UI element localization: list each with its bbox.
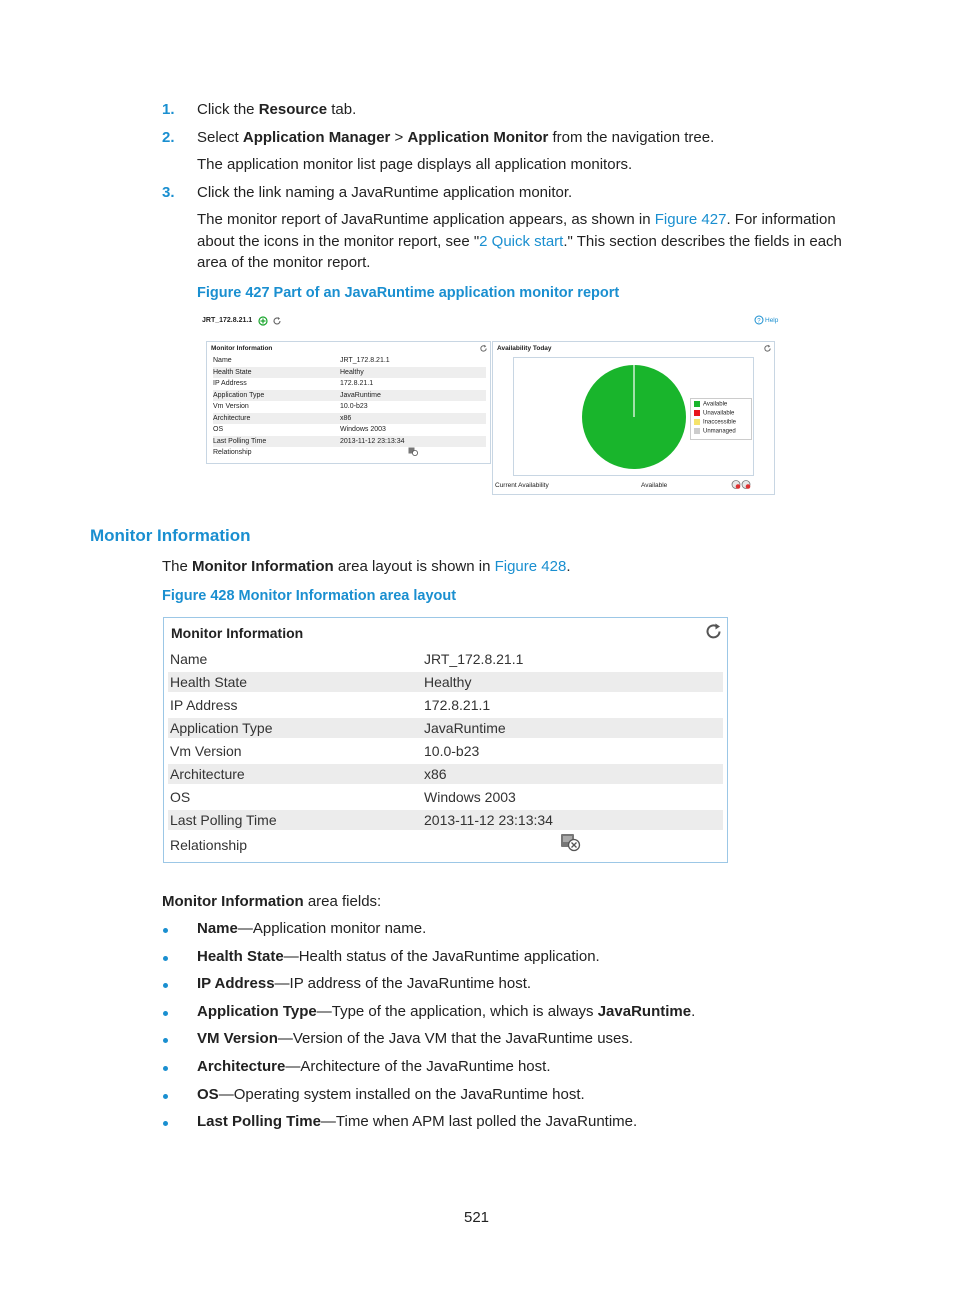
refresh-icon[interactable] (272, 316, 282, 326)
bullet-icon (163, 956, 168, 961)
field-bold-value: JavaRuntime (597, 1003, 692, 1020)
figure-427-link[interactable]: Figure 427 (654, 211, 727, 228)
legend-label: Unavailable (703, 410, 735, 417)
info-row (168, 695, 723, 715)
mini-row-value: x86 (340, 414, 352, 422)
quick-start-link[interactable]: 2 Quick start (479, 233, 564, 250)
refresh-icon[interactable] (479, 344, 488, 353)
info-row (168, 787, 723, 807)
help-icon[interactable] (754, 315, 764, 325)
info-row (168, 835, 723, 855)
field-description: —Time when APM last polled the JavaRuntime. (320, 1113, 638, 1130)
legend-swatch (694, 419, 700, 425)
monitor-information-panel (163, 617, 728, 863)
field-description: —Type of the application, which is always (316, 1003, 598, 1020)
info-row-value: 10.0-b23 (424, 743, 480, 759)
field-name: OS (197, 1086, 219, 1103)
info-row (168, 649, 723, 669)
field-name: Last Polling Time (197, 1113, 321, 1130)
section-intro (162, 558, 570, 575)
field-name: Health State (197, 948, 284, 965)
availability-pie-chart (581, 364, 687, 470)
mini-row (213, 390, 486, 401)
info-row-label: Name (170, 651, 208, 667)
field-item (197, 948, 600, 965)
mini-panel-title: Monitor Information (211, 345, 273, 352)
field-description: —Application monitor name. (237, 920, 427, 937)
step-text: Click the (197, 101, 259, 118)
info-row-label: Application Type (170, 720, 273, 736)
field-item (197, 920, 426, 937)
figure-428-caption: Figure 428 Monitor Information area layout (162, 588, 457, 604)
field-name: VM Version (197, 1030, 278, 1047)
legend-label: Unmanaged (703, 428, 736, 435)
info-row-label: Health State (170, 674, 248, 690)
mini-row (213, 447, 486, 458)
mini-row-value: 172.8.21.1 (340, 380, 374, 387)
field-item (197, 1003, 695, 1020)
step-number: 3. (162, 184, 175, 201)
info-row-value: Healthy (424, 674, 472, 690)
info-row-label: Vm Version (170, 743, 242, 759)
current-availability-value: Available (641, 482, 668, 489)
info-row-label: Relationship (170, 837, 248, 853)
para-line-1 (197, 211, 836, 228)
figure-427-screenshot (200, 312, 782, 498)
legend-item (694, 410, 734, 417)
bullet-icon (163, 928, 168, 933)
pie-legend (690, 398, 752, 440)
step-2 (162, 129, 175, 146)
mini-row-value: 2013-11-12 23:13:34 (340, 437, 405, 445)
mini-row-label: Health State (213, 368, 252, 376)
fields-intro-bold: Monitor Information (162, 893, 304, 910)
panel-title: Monitor Information (171, 625, 304, 641)
relationship-icon[interactable] (408, 447, 418, 460)
mini-row-value: JavaRuntime (340, 391, 381, 399)
step-text: > (390, 129, 408, 146)
availability-title: Availability Today (497, 345, 552, 352)
figure-428-link[interactable]: Figure 428 (494, 558, 567, 575)
para-text: . For information (726, 211, 836, 228)
step-1 (162, 101, 175, 118)
info-row-label: Architecture (170, 766, 245, 782)
legend-item (694, 401, 727, 408)
fields-intro-text: area fields: (303, 893, 382, 910)
field-description: —Health status of the JavaRuntime application. (283, 948, 600, 965)
legend-label: Inaccessible (703, 419, 737, 426)
para-text: about the icons in the monitor report, see " (197, 233, 480, 250)
current-availability-label: Current Availability (495, 482, 549, 489)
step-bold: Application Monitor (407, 129, 549, 146)
bullet-icon (163, 983, 168, 988)
help-link[interactable]: Help (765, 317, 779, 324)
step-2-note: The application monitor list page displays all application monitors. (197, 156, 633, 173)
legend-label: Available (703, 401, 728, 408)
monitor-name: JRT_172.8.21.1 (202, 317, 253, 324)
step-3-text: Click the link naming a JavaRuntime application monitor. (197, 184, 573, 201)
info-row (168, 810, 723, 830)
mini-row-label: Application Type (213, 391, 265, 399)
field-name: Application Type (197, 1003, 317, 1020)
intro-text: area layout is shown in (333, 558, 495, 575)
legend-item (694, 419, 736, 426)
mini-row-value: JRT_172.8.21.1 (340, 357, 390, 364)
mini-row-label: Name (213, 357, 232, 364)
step-number: 1. (162, 101, 175, 118)
mini-monitor-information-panel (206, 341, 491, 464)
bullet-icon (163, 1038, 168, 1043)
bullet-icon (163, 1094, 168, 1099)
add-icon[interactable] (258, 316, 268, 326)
mini-row-value: 10.0-b23 (340, 403, 368, 410)
step-text: Select (197, 129, 243, 146)
para-text: ." This section describes the fields in each (563, 233, 842, 250)
info-row (168, 718, 723, 738)
mini-row-label: Relationship (213, 449, 252, 456)
legend-swatch (694, 401, 700, 407)
field-item (197, 1086, 585, 1103)
legend-swatch (694, 410, 700, 416)
info-row-value: JRT_172.8.21.1 (424, 651, 524, 667)
mini-row-value: Healthy (340, 368, 364, 376)
mini-row-value: Windows 2003 (340, 426, 386, 433)
info-row-label: IP Address (170, 697, 238, 713)
field-name: Architecture (197, 1058, 286, 1075)
mini-row (213, 413, 486, 424)
intro-text: The (162, 558, 193, 575)
svg-text:?: ? (757, 318, 761, 325)
info-row-label: Last Polling Time (170, 812, 277, 828)
step-number: 2. (162, 129, 175, 146)
field-name: Name (197, 920, 238, 937)
field-item (197, 1058, 550, 1075)
mini-row (213, 378, 486, 389)
availability-chart-area (513, 357, 754, 476)
bullet-icon (163, 1066, 168, 1071)
mini-row (213, 355, 486, 366)
step-1-text (197, 101, 356, 118)
step-bold: Resource (258, 101, 328, 118)
status-icons[interactable] (731, 479, 753, 490)
field-item (197, 1113, 637, 1130)
mini-row-label: OS (213, 426, 224, 433)
refresh-icon[interactable] (763, 344, 772, 353)
mini-row (213, 367, 486, 378)
figure-427-caption: Figure 427 Part of an JavaRuntime application monitor report (197, 285, 620, 301)
info-row-label: OS (170, 789, 191, 805)
fields-intro (162, 893, 381, 910)
info-row-value: 2013-11-12 23:13:34 (424, 812, 553, 828)
info-row-value: Windows 2003 (424, 789, 516, 805)
field-description: —Architecture of the JavaRuntime host. (285, 1058, 551, 1075)
field-description: —Operating system installed on the JavaRuntime host. (218, 1086, 585, 1103)
step-bold: Application Manager (242, 129, 391, 146)
step-2-text (197, 129, 714, 146)
mini-row-label: Architecture (213, 414, 251, 422)
page-number: 521 (464, 1209, 490, 1226)
legend-item (694, 428, 736, 435)
info-row (168, 764, 723, 784)
section-heading: Monitor Information (90, 526, 251, 545)
info-row-value: x86 (424, 766, 447, 782)
field-description: —Version of the Java VM that the JavaRuntime uses. (277, 1030, 634, 1047)
field-item (197, 1030, 633, 1047)
para-text: The monitor report of JavaRuntime application appears, as shown in (197, 211, 655, 228)
field-tail: . (691, 1003, 696, 1020)
step-text: tab. (327, 101, 357, 118)
para-line-2 (197, 233, 842, 250)
bullet-icon (163, 1011, 168, 1016)
info-row-value: 172.8.21.1 (424, 697, 491, 713)
mini-row-label: IP Address (213, 380, 247, 387)
info-row (168, 672, 723, 692)
info-row-value: JavaRuntime (424, 720, 506, 736)
relationship-icon[interactable] (560, 833, 582, 858)
field-description: —IP address of the JavaRuntime host. (274, 975, 532, 992)
field-item (197, 975, 531, 992)
para-line-3: area of the monitor report. (197, 254, 371, 271)
intro-text: . (566, 558, 571, 575)
mini-row (213, 401, 486, 412)
step-3 (162, 184, 175, 201)
field-name: IP Address (197, 975, 275, 992)
bullet-icon (163, 1121, 168, 1126)
mini-row-label: Last Polling Time (213, 437, 267, 445)
step-text: from the navigation tree. (548, 129, 715, 146)
mini-row-label: Vm Version (213, 403, 249, 410)
intro-bold: Monitor Information (192, 558, 334, 575)
mini-row (213, 424, 486, 435)
refresh-icon[interactable] (704, 622, 723, 641)
mini-row (213, 436, 486, 447)
legend-swatch (694, 428, 700, 434)
mini-availability-panel (492, 341, 775, 495)
info-row (168, 741, 723, 761)
